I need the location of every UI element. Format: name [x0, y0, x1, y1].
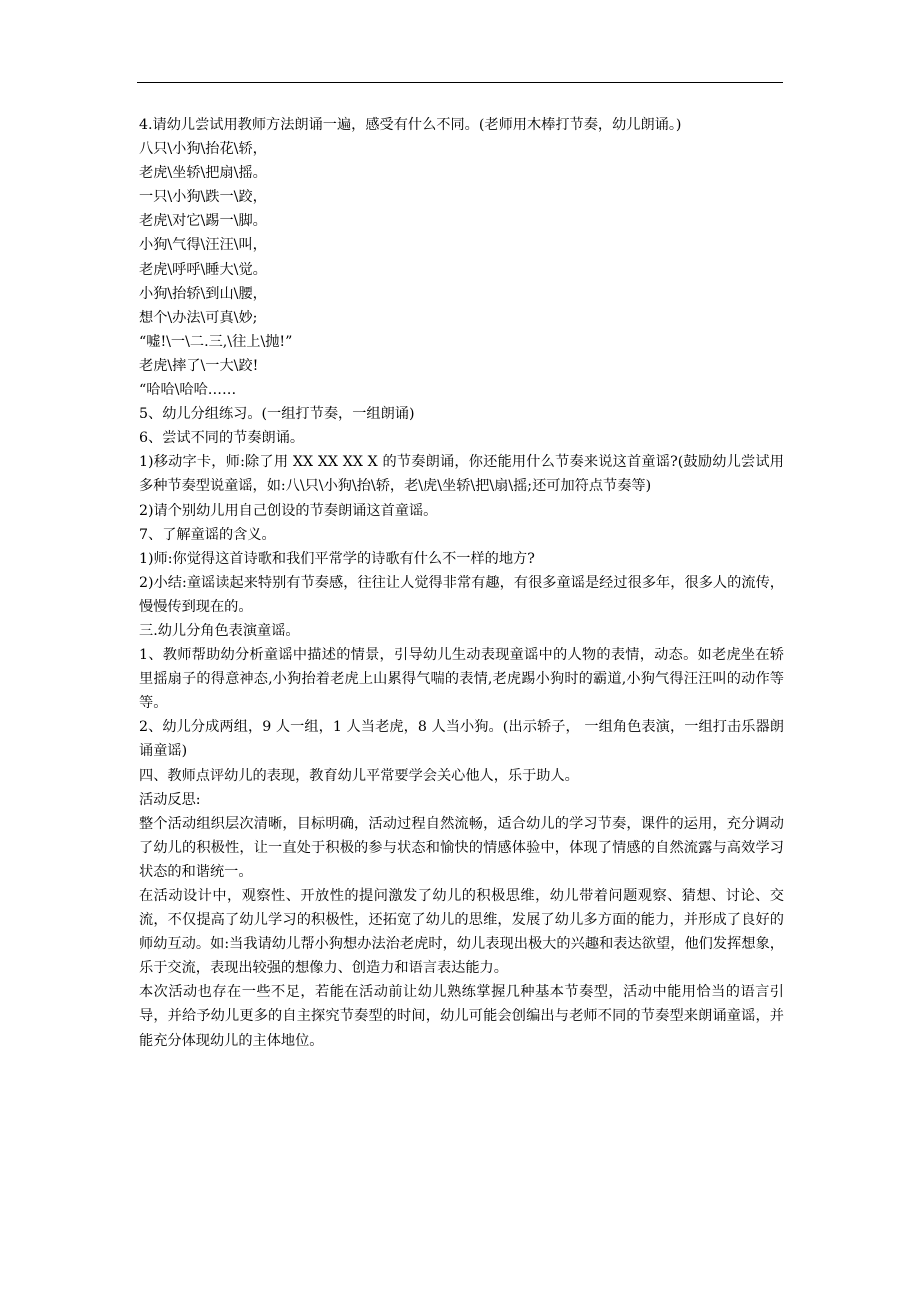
reflection-paragraph-1: 整个活动组织层次清晰，目标明确，活动过程自然流畅，适合幼儿的学习节奏，课件的运用，充分调动了幼儿的积极性，让一直处于积极的参与状态和愉快的情感体验中，体现了情感的自然流露与高效学习状态的和谐统一。 — [139, 815, 784, 880]
rhyme-line: 老虎\呼呼\睡大\觉。 — [139, 261, 267, 278]
rhyme-line: 小狗\抬轿\到山\腰， — [139, 285, 267, 302]
rhyme-line: 小狗\气得\汪汪\叫， — [139, 237, 267, 254]
paragraph-step-4: 4.请幼儿尝试用教师方法朗诵一遍，感受有什么不同。(老师用木棒打节奏，幼儿朗诵。) — [139, 117, 682, 133]
section-heading-4: 四、教师点评幼儿的表现，教育幼儿平常要学会关心他人，乐于助人。 — [139, 767, 579, 784]
paragraph-step-7-1: 1)师:你觉得这首诗歌和我们平常学的诗歌有什么不一样的地方? — [139, 550, 535, 567]
rhyme-line: “哈哈\哈哈…… — [139, 382, 237, 399]
reflection-paragraph-3: 本次活动也存在一些不足，若能在活动前让幼儿熟练掌握几种基本节奏型，活动中能用恰当的语言引导，并给予幼儿更多的自主探究节奏型的时间，幼儿可能会创编出与老师不同的节奏型来朗诵童谣，并能充分体现幼儿的主体地位。 — [139, 984, 784, 1049]
paragraph-section-3-2: 2、幼儿分成两组，9 人一组，1 人当老虎，8 人当小狗。(出示轿子， 一组角色表演，一组打击乐器朗诵童谣) — [139, 719, 784, 760]
reflection-paragraph-2: 在活动设计中，观察性、开放性的提问激发了幼儿的积极思维，幼儿带着问题观察、猜想、讨论、交流，不仅提高了幼儿学习的积极性，还拓宽了幼儿的思维，发展了幼儿多方面的能力，并形成了良好的师幼互动。如:当我请幼儿帮小狗想办法治老虎时，幼儿表现出极大的兴趣和表达欲望，他们发挥想象，乐于交流，表现出较强的想像力、创造力和语言表达能力。 — [139, 888, 784, 977]
rhyme-line: 想个\办法\可真\妙; — [139, 309, 258, 326]
section-heading-3: 三.幼儿分角色表演童谣。 — [139, 622, 300, 639]
paragraph-section-3-1: 1、教师帮助幼分析童谣中描述的情景，引导幼儿生动表现童谣中的人物的表情，动态。如老虎坐在轿里摇扇子的得意神态,小狗抬着老虎上山累得气喘的表情,老虎踢小狗时的霸道,小狗气得汪汪叫的动作等等。 — [139, 647, 784, 712]
rhyme-line: “嘘!\一\二.三,\往上\抛!” — [139, 333, 293, 350]
paragraph-step-6-2: 2)请个别幼儿用自己创设的节奏朗诵这首童谣。 — [139, 502, 438, 519]
header-rule — [137, 82, 783, 83]
rhyme-line: 老虎\对它\踢一\脚。 — [139, 213, 267, 230]
rhyme-line: 老虎\摔了\一大\跤! — [139, 357, 259, 374]
rhyme-line: 老虎\坐轿\把扇\摇。 — [139, 165, 267, 182]
paragraph-step-5: 5、幼儿分组练习。(一组打节奏，一组朗诵) — [139, 406, 415, 423]
reflection-heading: 活动反思: — [139, 791, 201, 808]
rhyme-line: 八只\小狗\抬花\轿， — [139, 141, 267, 158]
rhyme-line: 一只\小狗\跌一\跤， — [139, 189, 267, 206]
document-body — [139, 113, 784, 1053]
paragraph-step-7-2: 2)小结:童谣读起来特别有节奏感，往往让人觉得非常有趣，有很多童谣是经过很多年，很多人的流传，慢慢传到现在的。 — [139, 574, 784, 615]
paragraph-step-6: 6、尝试不同的节奏朗诵。 — [139, 430, 305, 447]
paragraph-step-7: 7、了解童谣的含义。 — [139, 526, 276, 543]
paragraph-step-6-1: 1)移动字卡，师:除了用 XX XX XX X 的节奏朗诵，你还能用什么节奏来说这首童谣?(鼓励幼儿尝试用多种节奏型说童谣，如:八\只\小狗\抬\轿，老\虎\坐轿\把\扇\摇;还可加符点节奏等) — [139, 454, 784, 495]
